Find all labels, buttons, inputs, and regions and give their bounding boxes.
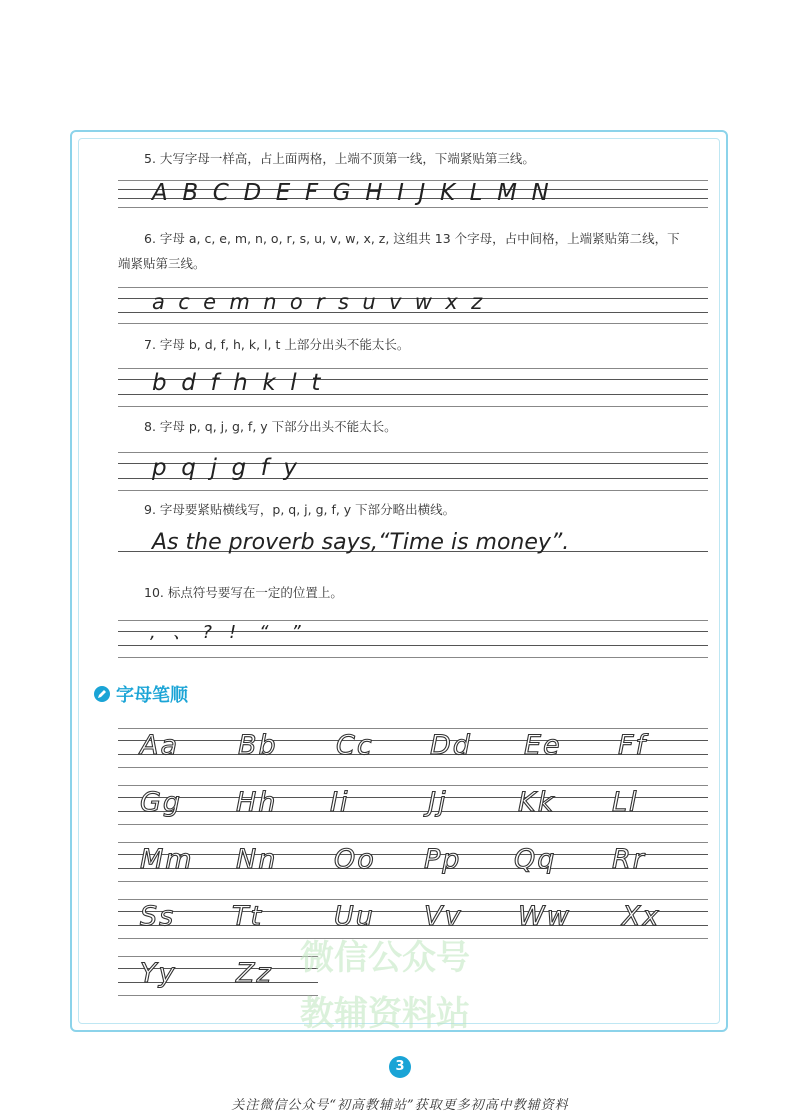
letter-pair: Gg <box>140 787 183 818</box>
sample-7: b d f h k l t <box>152 370 321 396</box>
letter-pair: Uu <box>334 901 375 932</box>
letter-pair: Qq <box>514 844 557 875</box>
sample-6: a c e m n o r s u v w x z <box>152 290 483 314</box>
letter-pair: Ee <box>524 730 562 761</box>
letter-pair: Jj <box>428 787 448 818</box>
sample-5: A B C D E F G H I J K L M N <box>152 180 549 206</box>
letter-pair: Ww <box>518 901 571 932</box>
letter-pair: Ll <box>612 787 639 818</box>
rule-10: 10. 标点符号要写在一定的位置上。 <box>144 585 343 600</box>
letter-pair: Ss <box>140 901 176 932</box>
section-title: 字母笔顺 <box>116 685 188 706</box>
page-number: 3 <box>389 1056 411 1078</box>
letter-pair: Pp <box>424 844 462 875</box>
watermark: 微信公众号 教辅资料站 <box>300 938 470 1034</box>
letter-pair: Vv <box>424 901 463 932</box>
letter-pair: Ff <box>618 730 648 761</box>
rule-5: 5. 大写字母一样高，占上面两格，上端不顶第一线，下端紧贴第三线。 <box>144 151 535 166</box>
rule-9: 9. 字母要紧贴横线写，p, q, j, g, f, y 下部分略出横线。 <box>144 502 456 517</box>
pencil-icon <box>94 686 110 702</box>
sample-9: As the proverb says,“Time is money”. <box>152 530 570 555</box>
rule-8: 8. 字母 p, q, j, g, f, y 下部分出头不能太长。 <box>144 419 397 434</box>
letter-pair: Ii <box>330 787 350 818</box>
letter-pair: Yy <box>140 958 177 989</box>
letter-pair: Hh <box>236 787 278 818</box>
section-heading <box>94 681 188 707</box>
letter-pair: Kk <box>518 787 556 818</box>
letter-pair: Bb <box>238 730 278 761</box>
letter-pair: Oo <box>334 844 376 875</box>
letter-pair: Dd <box>430 730 472 761</box>
letter-pair: Zz <box>236 958 273 989</box>
letter-pair: Tt <box>232 901 264 932</box>
footer-note: 关注微信公众号“初高教辅站”获取更多初高中教辅资料 <box>231 1098 569 1113</box>
rule-6-line1: 6. 字母 a, c, e, m, n, o, r, s, u, v, w, x, z, 这组共 13 个字母，占中间格，上端紧贴第二线，下 <box>144 231 680 246</box>
sample-8: p q j g f y <box>152 455 298 481</box>
rule-6-line2: 端紧贴第三线。 <box>118 256 206 271</box>
letter-pair: Cc <box>336 730 374 761</box>
letter-pair: Rr <box>612 844 646 875</box>
sample-10: , 、 ? ! “ ” <box>150 622 301 643</box>
letter-pair: Xx <box>622 901 661 932</box>
letter-pair: Mm <box>140 844 194 875</box>
letter-pair: Nn <box>236 844 278 875</box>
rule-7: 7. 字母 b, d, f, h, k, l, t 上部分出头不能太长。 <box>144 337 410 352</box>
letter-pair: Aa <box>140 730 180 761</box>
